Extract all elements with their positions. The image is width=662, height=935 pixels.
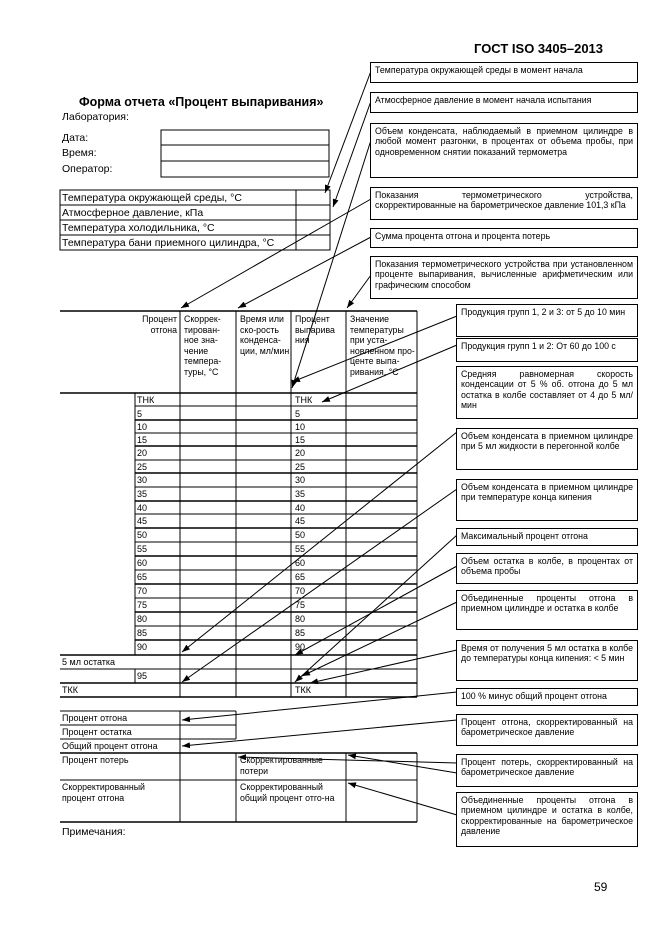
- operator-label: Оператор:: [62, 163, 113, 175]
- time-label: Время:: [62, 147, 97, 159]
- row-label: 60: [137, 558, 148, 568]
- row-label: 25: [137, 462, 148, 472]
- row-label-evap: 65: [295, 572, 306, 582]
- row-label-evap: 10: [295, 422, 306, 432]
- summary-corrected-total: Скорректированный общий процент отго-на: [240, 782, 335, 803]
- row-label: 30: [137, 475, 148, 485]
- callout-corrected-thermometer: Показания термометрического устройства, скорректированные на барометрическое давление 101,3 кПа: [370, 187, 638, 220]
- row-label-evap: 50: [295, 530, 306, 540]
- callout-corrected-combined: Объединенные проценты отгона в приемном цилиндре и остатка в колбе, скорректированные на барометрическое давление: [456, 792, 638, 847]
- row-label-evap: 80: [295, 614, 306, 624]
- callout-max-distill: Максимальный процент отгона: [456, 528, 638, 546]
- summary-loss: Процент потерь: [62, 755, 129, 765]
- col-header-evap: Процент выпарива ния: [295, 314, 335, 345]
- callout-corrected-loss: Процент потерь, скорректированный на барометрическое давление: [456, 754, 638, 787]
- row-label: 20: [137, 448, 148, 458]
- tkk-label-evap: ТКК: [295, 685, 311, 695]
- row-label: 50: [137, 530, 148, 540]
- row-label-evap: 90: [295, 642, 306, 652]
- page-number: 59: [594, 880, 608, 894]
- row-label-evap: ТНК: [295, 395, 313, 405]
- row-label: 10: [137, 422, 148, 432]
- callout-ambient-temp: Температура окружающей среды в момент начала: [370, 62, 638, 83]
- row-label: ТНК: [137, 395, 155, 405]
- callout-end-boiling: Объем конденсата в приемном цилиндре при температуре конца кипения: [456, 479, 638, 521]
- form-title: Форма отчета «Процент выпаривания»: [79, 95, 324, 109]
- row-label: 90: [137, 642, 148, 652]
- row-label: 40: [137, 503, 148, 513]
- row-label-evap: 20: [295, 448, 306, 458]
- col-header-percent: Процент отгона: [142, 314, 177, 335]
- row-label: 55: [137, 544, 148, 554]
- row-label: 5: [137, 409, 143, 419]
- summary-residue: Процент остатка: [62, 727, 132, 737]
- row-label-evap: 60: [295, 558, 306, 568]
- row-label: 80: [137, 614, 148, 624]
- row-label: 95: [137, 671, 148, 681]
- laboratory-label: Лаборатория:: [62, 111, 129, 123]
- date-label: Дата:: [62, 132, 89, 144]
- callout-pressure: Атмосферное давление в момент начала испытания: [370, 92, 638, 113]
- condition-condenser-temp: Температура холодильника, °С: [62, 222, 215, 234]
- callout-condensate-volume: Объем конденсата, наблюдаемый в приемном цилиндре в любой момент разгонки, в процентах от объема пробы, при одновременном снятии показаний термометра: [370, 123, 638, 178]
- callout-evap-sum: Сумма процента отгона и процента потерь: [370, 228, 638, 248]
- row-label-evap: 45: [295, 516, 306, 526]
- row-label-evap: 30: [295, 475, 306, 485]
- row-label-evap: 15: [295, 435, 306, 445]
- callout-loss-formula: 100 % минус общий процент отгона: [456, 688, 638, 706]
- col-header-corrected: Скоррек-тирован-ное зна-чение темпера-туры, °С: [184, 314, 222, 377]
- row-label: 70: [137, 586, 148, 596]
- row-label: 35: [137, 489, 148, 499]
- row-label-evap: 85: [295, 628, 306, 638]
- row-label: 65: [137, 572, 148, 582]
- condition-bath-temp: Температура бани приемного цилиндра, °С: [62, 237, 275, 249]
- row-label-evap: 35: [295, 489, 306, 499]
- tkk-label: ТКК: [62, 685, 78, 695]
- callout-combined-percent: Объединенные проценты отгона в приемном цилиндре и остатка в колбе: [456, 590, 638, 630]
- row-label-evap: 55: [295, 544, 306, 554]
- summary-total: Общий процент отгона: [62, 741, 158, 751]
- row-label: 75: [137, 600, 148, 610]
- callout-groups-12: Продукция групп 1 и 2: От 60 до 100 с: [456, 338, 638, 362]
- summary-corrected-loss: Скорректированные потери: [240, 755, 323, 776]
- callout-thermometer-at-evap: Показания термометрического устройства при установленном проценте выпаривания, вычисленные арифметическим или графическим способом: [370, 256, 638, 299]
- residue-row-label: 5 мл остатка: [62, 657, 116, 667]
- row-label-evap: 70: [295, 586, 306, 596]
- row-label-evap: 5: [295, 409, 301, 419]
- callout-time-to-end: Время от получения 5 мл остатка в колбе до температуры конца кипения: < 5 мин: [456, 640, 638, 681]
- condition-pressure: Атмосферное давление, кПа: [62, 207, 204, 219]
- callout-residue-volume: Объем остатка в колбе, в процентах от объема пробы: [456, 553, 638, 584]
- col-header-value: Значение температуры при уста-новленном про-центе выпа-ривания, °С: [350, 314, 415, 377]
- row-label-evap: 40: [295, 503, 306, 513]
- callout-groups-123: Продукция групп 1, 2 и 3: от 5 до 10 мин: [456, 304, 638, 337]
- callout-corrected-distill: Процент отгона, скорректированный на барометрическое давление: [456, 714, 638, 746]
- standard-number: ГОСТ ISO 3405–2013: [474, 41, 604, 56]
- condition-ambient-temp: Температура окружающей среды, °С: [62, 192, 242, 204]
- row-label: 15: [137, 435, 148, 445]
- summary-corrected-distill: Скорректированный процент отгона: [62, 782, 145, 803]
- row-label: 45: [137, 516, 148, 526]
- row-label-evap: 75: [295, 600, 306, 610]
- callout-avg-rate: Средняя равномерная скорость конденсации от 5 % об. отгона до 5 мл остатка в колбе составляет от 4 до 5 мл/мин: [456, 366, 638, 419]
- callout-5ml-residue: Объем конденсата в приемном цилиндре при 5 мл жидкости в перегонной колбе: [456, 428, 638, 470]
- row-label-evap: 25: [295, 462, 306, 472]
- summary-distill: Процент отгона: [62, 713, 128, 723]
- col-header-time: Время или ско-рость конденса-ции, мл/мин: [240, 314, 290, 356]
- row-label: 85: [137, 628, 148, 638]
- notes-label: Примечания:: [62, 826, 126, 838]
